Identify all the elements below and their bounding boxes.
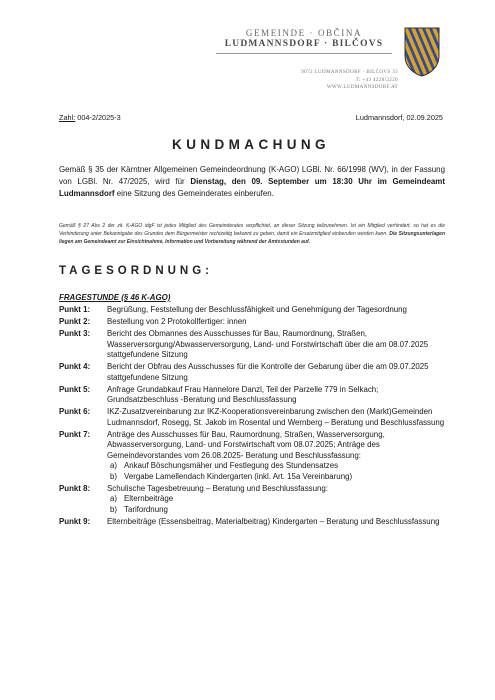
- document-title: KUNDMACHUNG: [172, 137, 330, 152]
- agenda-subitem-letter: a): [110, 461, 118, 470]
- agenda-subitem: [110, 461, 447, 472]
- agenda-item-7: [59, 430, 447, 483]
- agenda-item-number: Punkt 2:: [59, 317, 91, 326]
- agenda-item-text: Elternbeiträge (Essensbeitrag, Materialbeitrag) Kindergarten – Beratung und Beschlussfassung: [107, 516, 440, 526]
- question-hour-heading: FRAGESTUNDE (§ 46 K-AGO): [59, 293, 171, 302]
- letterhead-phone: T: +43 4228/2220: [355, 77, 398, 83]
- agenda-item-text: IKZ-Zusatzvereinbarung zur IKZ-Kooperationsvereinbarung zwischen den (Markt)Gemeinden Ludmannsdorf, Rosegg, St. Jakob im Rosental und Wernberg – Beratung und Beschlussfassung: [107, 407, 445, 427]
- agenda-item-number: Punkt 3:: [59, 329, 91, 338]
- municipality-name-line2: LUDMANNSDORF · BILČOVS: [224, 39, 384, 49]
- attendance-note-text: Gemäß § 27 Abs 2 der zit. K-AGO idgF ist jedes Mitglied des Gemeinderates verpflichtet, an dieser Sitzung teilzunehmen. Ist ein Mitglied verhindert, so hat es die Verhinderung unter Bekanntgabe des Grundes dem Bürgermeister rechtzeitig bekannt zu geben, damit ein Ersatzmitglied einberufen werden kann.: [59, 223, 445, 237]
- letterhead-divider: [216, 53, 392, 54]
- agenda-item-number: Punkt 4:: [59, 362, 91, 371]
- reference-number: [59, 113, 121, 122]
- agenda-subitem-letter: a): [110, 494, 118, 503]
- agenda-item-number: Punkt 6:: [59, 407, 91, 416]
- letterhead-contact: [268, 69, 398, 92]
- agenda-item-number: Punkt 5:: [59, 384, 91, 394]
- agenda-item-4: [59, 362, 447, 383]
- intro-meeting-time-place: Dienstag, den 09. September um 18:30 Uhr im Gemeindeamt Ludmannsdorf: [59, 177, 445, 198]
- letterhead-address: 9072 LUDMANNSDORF · BILČOVS 33: [301, 70, 398, 75]
- agenda-item-8: [59, 484, 447, 516]
- agenda-subitem-text: Vergabe Lamellendach Kindergarten (inkl. Art. 15a Vereinbarung): [124, 471, 353, 481]
- agenda-item-6: [59, 407, 447, 428]
- document-meta: [59, 113, 443, 122]
- agenda-item-text: Anträge des Ausschusses für Bau, Raumordnung, Straßen, Wasserversorgung, Abwasserversorgung, Land- und Forstwirtschaft vom 08.07.2025; Anträge des Gemeindevorstandes vom 26.08.2025- Beratung und Beschlussfassung:: [107, 429, 385, 460]
- agenda-item-text: Bestellung von 2 Protokollfertiger: innen: [107, 317, 247, 326]
- letterhead-web: WWW.LUDMANNSDORF.AT: [326, 85, 398, 90]
- agenda-item-text: Begrüßung, Feststellung der Beschlussfähigkeit und Genehmigung der Tagesordnung: [107, 305, 407, 314]
- agenda-item-number: Punkt 8:: [59, 483, 91, 493]
- attendance-note-documents: Die Sitzungsunterlagen liegen am Gemeindeamt zur Einsichtnahme, Information und Vorbereitung während der Amtsstunden auf.: [59, 231, 446, 245]
- agenda-item-text: Bericht der Obfrau des Ausschusses für die Kontrolle der Gebarung über die am 09.07.2025 stattgefundene Sitzung: [107, 362, 429, 382]
- attendance-note: [59, 222, 445, 246]
- agenda-subitem-text: Ankauf Böschungsmäher und Festlegung des Stundensatzes: [124, 461, 339, 470]
- agenda-subitem-text: Elternbeiträge: [124, 494, 174, 503]
- reference-label: Zahl:: [59, 113, 76, 122]
- agenda-item-2: [59, 317, 447, 328]
- municipality-name-line1: GEMEINDE · OBČINA: [245, 28, 363, 38]
- agenda-subitem-letter: b): [110, 471, 118, 481]
- agenda-item-number: Punkt 1:: [59, 305, 91, 314]
- agenda-item-3: [59, 329, 447, 361]
- agenda-item-text: Bericht des Obmannes des Ausschusses für Bau, Raumordnung, Straßen, Wasserversorgung/Abwasserversorgung, Land- und Forstwirtschaft über die am 08.07.2025 stattgefundene Sitzung: [107, 329, 429, 359]
- coat-of-arms-icon: [403, 26, 441, 78]
- agenda-subitem: [110, 494, 447, 505]
- agenda-heading: TAGESORDNUNG:: [59, 265, 214, 277]
- reference-value: 004-2/2025-3: [75, 113, 121, 122]
- agenda-subitem: [110, 472, 447, 483]
- agenda-item-1: [59, 305, 447, 316]
- agenda-item-text: Anfrage Grundabkauf Frau Hannelore Danzl, Teil der Parzelle 779 in Selkach; Grundsatzbeschluss -Beratung und Beschlussfassung: [107, 384, 379, 404]
- intro-paragraph: [59, 164, 445, 200]
- intro-text-2: eine Sitzung des Gemeinderates einberufen.: [114, 189, 274, 198]
- letterhead: [210, 28, 398, 58]
- place-and-date: Ludmannsdorf, 02.09.2025: [355, 113, 443, 122]
- agenda-item-5: [59, 385, 447, 406]
- agenda-item-number: Punkt 9:: [59, 516, 91, 526]
- agenda-subitem-text: Tarifordnung: [124, 504, 168, 514]
- agenda-item-text: Schulische Tagesbetreuung – Beratung und Beschlussfassung:: [107, 483, 328, 493]
- agenda-list: [59, 305, 447, 529]
- intro-text-1: Gemäß § 35 der Kärntner Allgemeinen Gemeindeordnung (K-AGO) LGBl. Nr. 66/1998 (WV), in der Fassung von LGBl. Nr. 47/2025, wird für: [59, 165, 445, 186]
- agenda-item-9: [59, 517, 447, 528]
- agenda-subitem-letter: b): [110, 504, 118, 514]
- agenda-subitem: [110, 505, 447, 516]
- agenda-item-number: Punkt 7:: [59, 429, 91, 439]
